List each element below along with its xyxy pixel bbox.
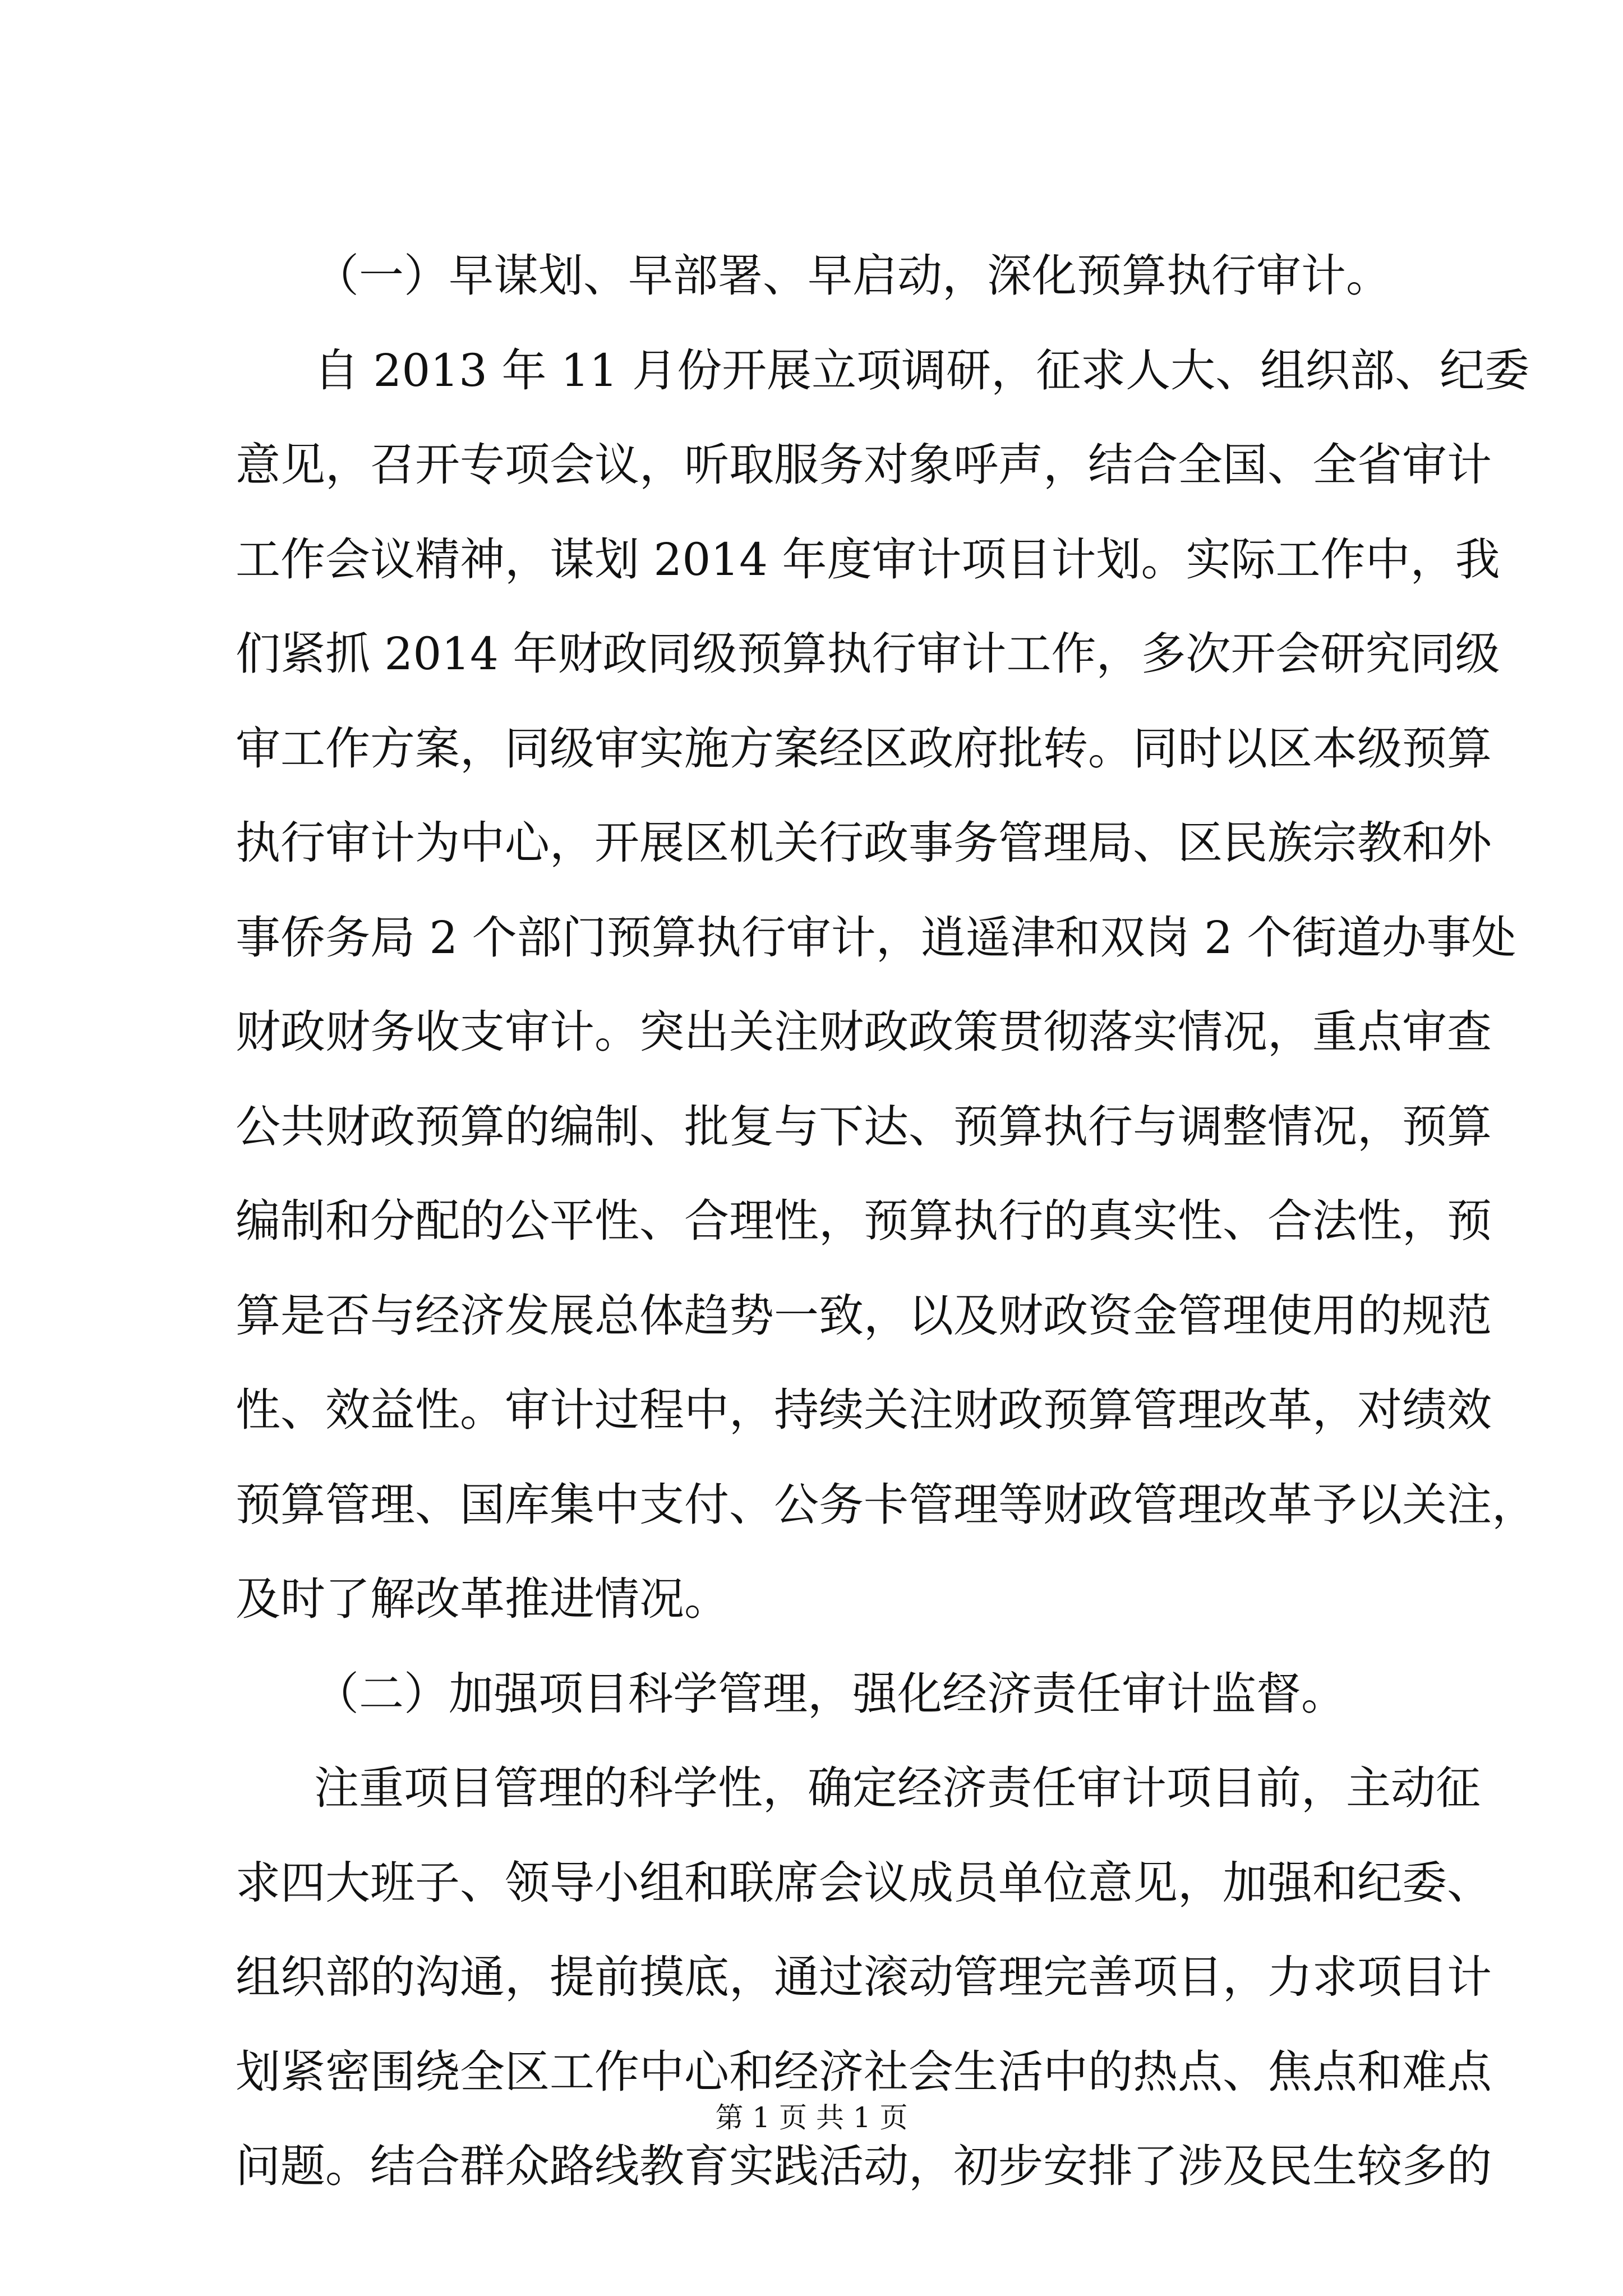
paragraph-line: 预算管理、国库集中支付、公务卡管理等财政管理改革予以关注，	[236, 1478, 1537, 1531]
paragraph-line: 注重项目管理的科学性，确定经济责任审计项目前，主动征	[314, 1762, 1481, 1814]
page-footer: 第 1 页 共 1 页	[715, 2101, 908, 2134]
paragraph-line: 公共财政预算的编制、批复与下达、预算执行与调整情况，预算	[236, 1100, 1492, 1153]
paragraph-line: 编制和分配的公平性、合理性，预算执行的真实性、合法性，预	[236, 1195, 1492, 1247]
paragraph-line: 自 2013 年 11 月份开展立项调研，征求人大、组织部、纪委	[314, 344, 1530, 397]
document-body	[236, 229, 1537, 2214]
paragraph-line: 审工作方案，同级审实施方案经区政府批转。同时以区本级预算	[236, 722, 1492, 775]
paragraph-line: 事侨务局 2 个部门预算执行审计，逍遥津和双岗 2 个街道办事处	[236, 911, 1516, 964]
section-heading-2: （二）加强项目科学管理，强化经济责任审计监督。	[314, 1667, 1346, 1720]
paragraph-line: 及时了解改革推进情况。	[236, 1573, 729, 1625]
paragraph-line: 意见，召开专项会议，听取服务对象呼声，结合全国、全省审计	[236, 439, 1492, 491]
paragraph-line: 财政财务收支审计。突出关注财政政策贯彻落实情况，重点审查	[236, 1006, 1492, 1058]
paragraph-line: 算是否与经济发展总体趋势一致，以及财政资金管理使用的规范	[236, 1289, 1492, 1342]
paragraph-line: 划紧密围绕全区工作中心和经济社会生活中的热点、焦点和难点	[236, 2045, 1492, 2098]
paragraph-line: 求四大班子、领导小组和联席会议成员单位意见，加强和纪委、	[236, 1856, 1492, 1909]
paragraph-line: 工作会议精神，谋划 2014 年度审计项目计划。实际工作中，我	[236, 533, 1500, 586]
section-heading-1: （一）早谋划、早部署、早启动，深化预算执行审计。	[314, 250, 1391, 302]
paragraph-line: 执行审计为中心，开展区机关行政事务管理局、区民族宗教和外	[236, 817, 1492, 869]
paragraph-line: 组织部的沟通，提前摸底，通过滚动管理完善项目，力求项目计	[236, 1951, 1492, 2003]
paragraph-line: 们紧抓 2014 年财政同级预算执行审计工作，多次开会研究同级	[236, 628, 1500, 680]
paragraph-line: 问题。结合群众路线教育实践活动，初步安排了涉及民生较多的	[236, 2140, 1492, 2192]
paragraph-line: 性、效益性。审计过程中，持续关注财政预算管理改革，对绩效	[236, 1384, 1492, 1436]
